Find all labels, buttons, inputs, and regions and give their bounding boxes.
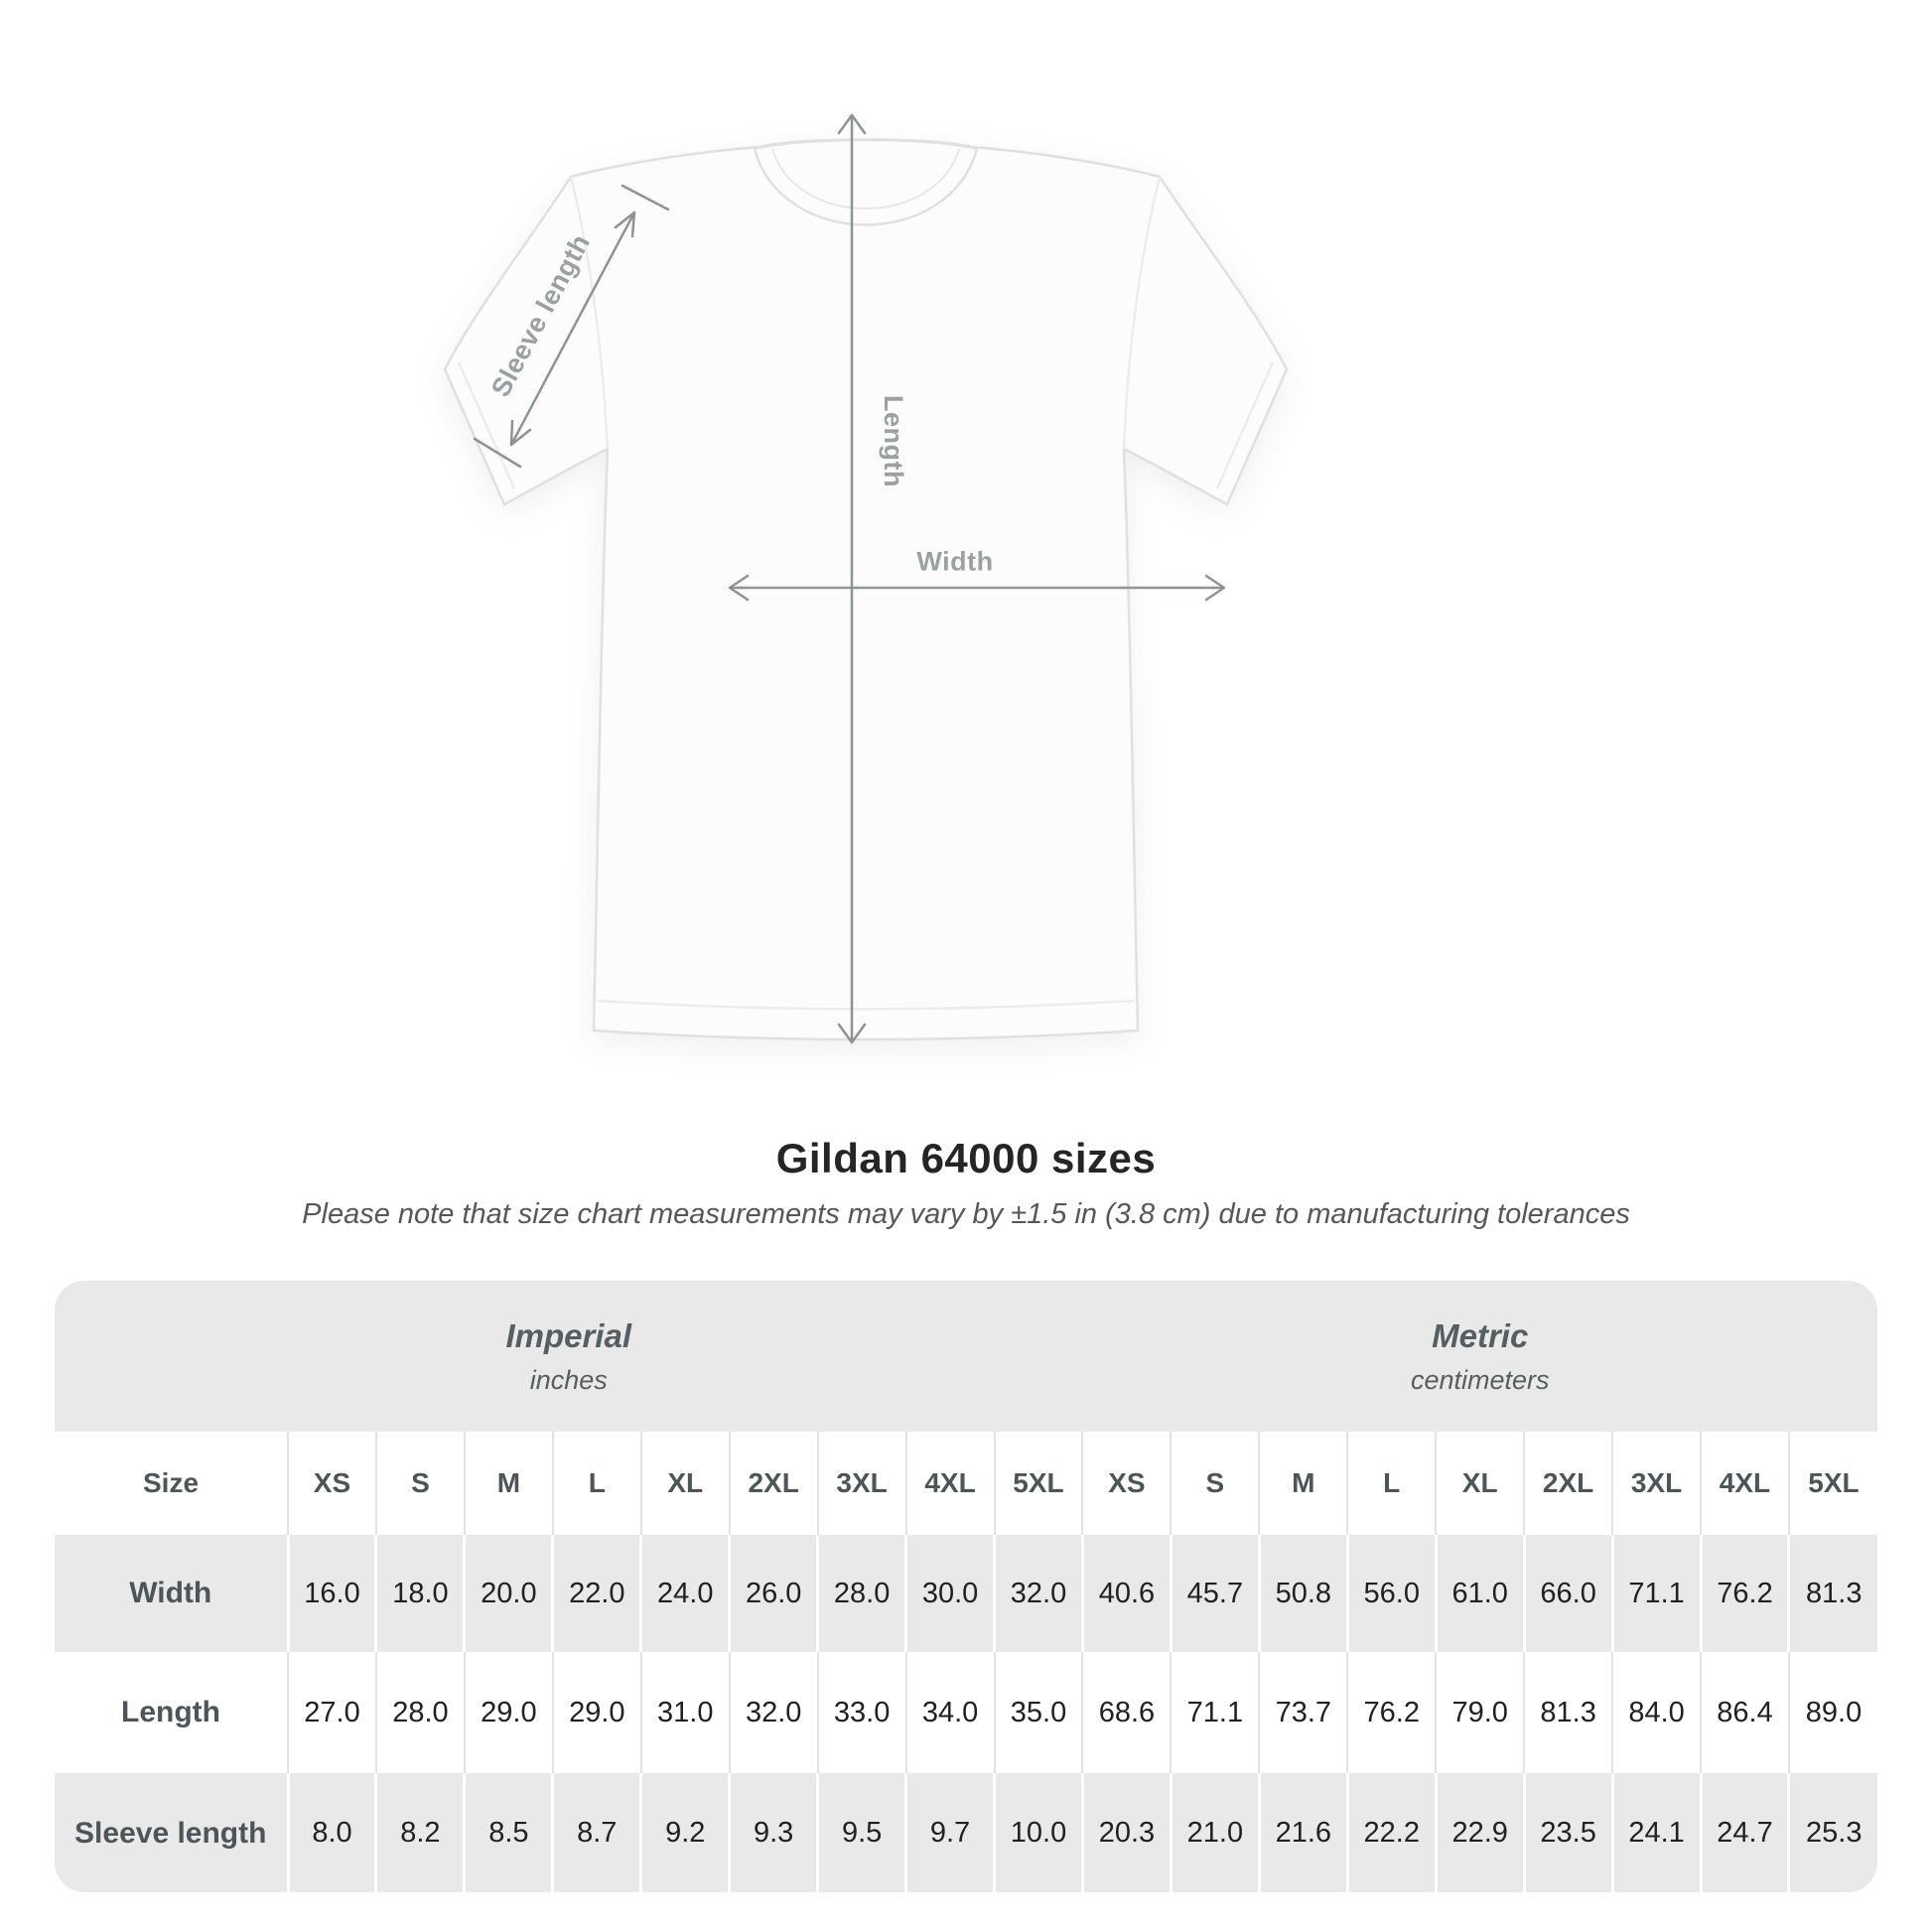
value-cell: 89.0	[1789, 1652, 1877, 1773]
title-block	[0, 1135, 1932, 1231]
value-cell: 18.0	[376, 1535, 465, 1652]
sleeve-length-label: Sleeve length	[484, 229, 597, 402]
value-cell: 68.6	[1082, 1652, 1171, 1773]
column-header: XS	[288, 1432, 376, 1535]
value-cell: 20.0	[465, 1535, 553, 1652]
value-cell: 71.1	[1171, 1652, 1259, 1773]
value-cell: 10.0	[995, 1773, 1083, 1892]
value-cell: 9.7	[906, 1773, 995, 1892]
value-cell: 8.7	[553, 1773, 641, 1892]
table-row-sleeve-length	[55, 1773, 1877, 1892]
value-cell: 32.0	[730, 1652, 818, 1773]
column-header: XS	[1082, 1432, 1171, 1535]
units-band	[55, 1281, 1877, 1432]
row-label: Width	[55, 1535, 288, 1652]
column-header: 5XL	[1789, 1432, 1877, 1535]
value-cell: 81.3	[1789, 1535, 1877, 1652]
imperial-unit: inches	[529, 1364, 608, 1395]
imperial-title: Imperial	[505, 1316, 631, 1354]
value-cell: 22.0	[553, 1535, 641, 1652]
value-cell: 8.0	[288, 1773, 376, 1892]
value-cell: 84.0	[1612, 1652, 1701, 1773]
column-header: M	[465, 1432, 553, 1535]
size-header-row	[55, 1432, 1877, 1535]
value-cell: 26.0	[730, 1535, 818, 1652]
size-label: Size	[55, 1432, 288, 1535]
value-cell: 27.0	[288, 1652, 376, 1773]
value-cell: 16.0	[288, 1535, 376, 1652]
width-label: Width	[916, 546, 994, 577]
value-cell: 35.0	[995, 1652, 1083, 1773]
column-header: 4XL	[906, 1432, 995, 1535]
value-cell: 9.2	[641, 1773, 730, 1892]
value-cell: 76.2	[1701, 1535, 1789, 1652]
value-cell: 31.0	[641, 1652, 730, 1773]
row-label: Sleeve length	[55, 1773, 288, 1892]
value-cell: 33.0	[818, 1652, 906, 1773]
value-cell: 50.8	[1259, 1535, 1347, 1652]
value-cell: 28.0	[818, 1535, 906, 1652]
column-header: XL	[1436, 1432, 1524, 1535]
value-cell: 20.3	[1082, 1773, 1171, 1892]
column-header: 2XL	[730, 1432, 818, 1535]
value-cell: 66.0	[1524, 1535, 1612, 1652]
column-header: 4XL	[1701, 1432, 1789, 1535]
metric-header	[1082, 1281, 1877, 1432]
value-cell: 28.0	[376, 1652, 465, 1773]
column-header: S	[1171, 1432, 1259, 1535]
value-cell: 81.3	[1524, 1652, 1612, 1773]
value-cell: 86.4	[1701, 1652, 1789, 1773]
value-cell: 40.6	[1082, 1535, 1171, 1652]
column-header: 2XL	[1524, 1432, 1612, 1535]
value-cell: 29.0	[465, 1652, 553, 1773]
size-chart	[55, 1281, 1877, 1892]
metric-unit: centimeters	[1410, 1364, 1550, 1395]
value-cell: 9.3	[730, 1773, 818, 1892]
value-cell: 45.7	[1171, 1535, 1259, 1652]
value-cell: 22.2	[1347, 1773, 1436, 1892]
row-label: Length	[55, 1652, 288, 1773]
page-title: Gildan 64000 sizes	[775, 1135, 1157, 1181]
column-header: L	[1347, 1432, 1436, 1535]
column-header: M	[1259, 1432, 1347, 1535]
value-cell: 71.1	[1612, 1535, 1701, 1652]
length-label: Length	[879, 395, 908, 487]
value-cell: 21.0	[1171, 1773, 1259, 1892]
column-header: L	[553, 1432, 641, 1535]
size-chart-table	[55, 1281, 1877, 1892]
value-cell: 8.5	[465, 1773, 553, 1892]
metric-title: Metric	[1432, 1316, 1529, 1354]
value-cell: 73.7	[1259, 1652, 1347, 1773]
column-header: 3XL	[1612, 1432, 1701, 1535]
value-cell: 34.0	[906, 1652, 995, 1773]
value-cell: 24.7	[1701, 1773, 1789, 1892]
value-cell: 23.5	[1524, 1773, 1612, 1892]
column-header: 5XL	[995, 1432, 1083, 1535]
value-cell: 30.0	[906, 1535, 995, 1652]
table-row-width	[55, 1535, 1877, 1652]
value-cell: 24.0	[641, 1535, 730, 1652]
value-cell: 8.2	[376, 1773, 465, 1892]
value-cell: 56.0	[1347, 1535, 1436, 1652]
value-cell: 32.0	[995, 1535, 1083, 1652]
column-header: 3XL	[818, 1432, 906, 1535]
value-cell: 21.6	[1259, 1773, 1347, 1892]
value-cell: 25.3	[1789, 1773, 1877, 1892]
value-cell: 9.5	[818, 1773, 906, 1892]
column-header: S	[376, 1432, 465, 1535]
value-cell: 79.0	[1436, 1652, 1524, 1773]
value-cell: 76.2	[1347, 1652, 1436, 1773]
table-row-length	[55, 1652, 1877, 1773]
value-cell: 22.9	[1436, 1773, 1524, 1892]
imperial-header	[55, 1281, 1082, 1432]
tolerance-note: Please note that size chart measurements may vary by ±1.5 in (3.8 cm) due to manufacturing tolerances	[302, 1198, 1630, 1230]
value-cell: 29.0	[553, 1652, 641, 1773]
value-cell: 24.1	[1612, 1773, 1701, 1892]
value-cell: 61.0	[1436, 1535, 1524, 1652]
column-header: XL	[641, 1432, 730, 1535]
